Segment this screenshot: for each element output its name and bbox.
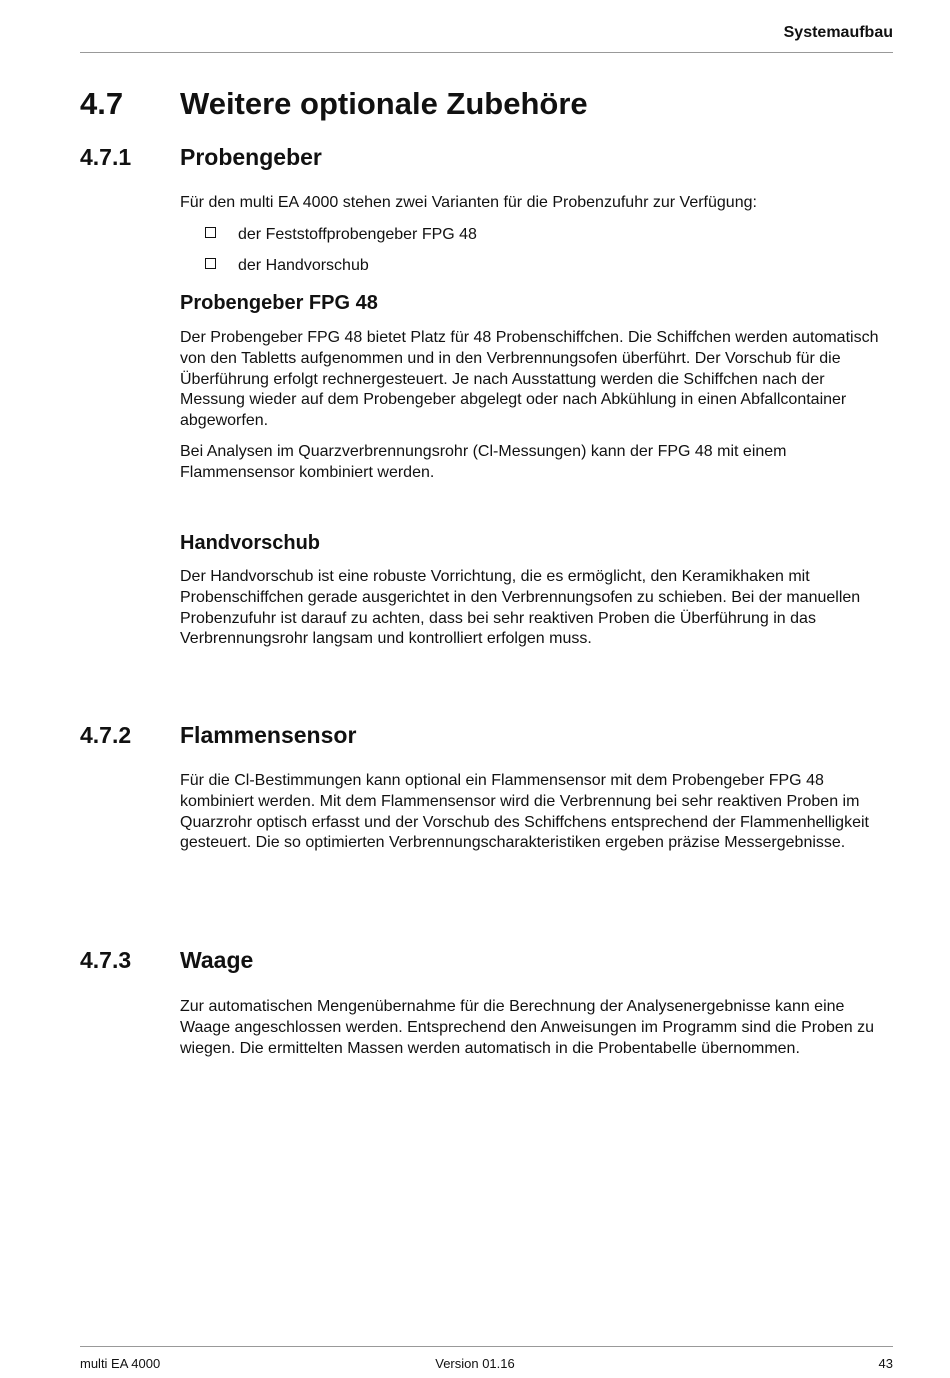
section-heading [80,86,588,122]
subsection-heading-waage [80,947,253,974]
subsection-title: Probengeber [180,144,322,170]
list-item-text: der Handvorschub [238,257,369,274]
subsection-title: Waage [180,947,254,973]
paragraph-flammensensor: Für die Cl-Bestimmungen kann optional ein Flammensensor mit dem Probengeber FPG 48 kombiniert werden. Mit dem Flammensensor wird die Verbrennung bei sehr reaktiven Proben im Quarzrohr optisch erfasst und der Vorschub des Schiffchens entsprechend der Flammenhelligkeit gesteuert. Die so optimierten Verbrennungscharakteristiken ergeben präzise Messergebnisse. [180,772,869,852]
footer-product: multi EA 4000 [80,1356,161,1371]
list-item [205,225,477,245]
subsection-number: 4.7.3 [80,947,132,973]
section-title: Weitere optionale Zubehöre [180,86,588,121]
list-item-text: der Feststoffprobengeber FPG 48 [238,226,477,243]
subsection-number: 4.7.2 [80,722,132,748]
paragraph-handvorschub: Der Handvorschub ist eine robuste Vorrichtung, die es ermöglicht, den Keramikhaken mit Probenschiffchen gerade ausgerichtet in den Verbrennungsofen zu schieben. Bei der manuellen Probenzufuhr ist darauf zu achten, dass bei sehr reaktiven Proben die Überführung in das Verbrennungsrohr langsam und kontrolliert erfolgen muss. [180,568,861,648]
checkbox-bullet-icon [205,227,216,238]
header-divider [80,52,893,53]
list-item [205,256,369,276]
heading-handvorschub: Handvorschub [180,532,321,554]
running-header: Systemaufbau [783,24,893,41]
subsection-heading-flammensensor [80,722,356,749]
footer-version: Version 01.16 [435,1356,515,1371]
subsection-title: Flammensensor [180,722,357,748]
subsection-heading-probengeber [80,144,322,171]
heading-probengeber-fpg48: Probengeber FPG 48 [180,292,378,314]
section-number: 4.7 [80,86,124,121]
subsection-number: 4.7.1 [80,144,132,170]
paragraph-fpg48-1: Der Probengeber FPG 48 bietet Platz für 48 Probenschiffchen. Die Schiffchen werden automatisch von den Tabletts aufgenommen und in den Verbrennungsofen überführt. Der Vorschub für die Überführung erfolgt rechnergesteuert. Je nach Ausstattung werden die Schiffchen nach der Messung wieder auf dem Probengeber abgelegt oder nach Abkühlung in einen Abfallcontainer abgeworfen. [180,329,879,430]
intro-paragraph: Für den multi EA 4000 stehen zwei Varianten für die Probenzufuhr zur Verfügung: [180,194,757,211]
paragraph-fpg48-2: Bei Analysen im Quarzverbrennungsrohr (Cl-Messungen) kann der FPG 48 mit einem Flammensensor kombiniert werden. [180,443,787,481]
footer-divider [80,1346,893,1347]
checkbox-bullet-icon [205,258,216,269]
paragraph-waage: Zur automatischen Mengenübernahme für die Berechnung der Analysenergebnisse kann eine Waage angeschlossen werden. Entsprechend den Anweisungen im Programm sind die Proben zu wiegen. Die ermittelten Massen werden automatisch in die Probentabelle übernommen. [180,998,875,1057]
page-number: 43 [878,1356,893,1371]
